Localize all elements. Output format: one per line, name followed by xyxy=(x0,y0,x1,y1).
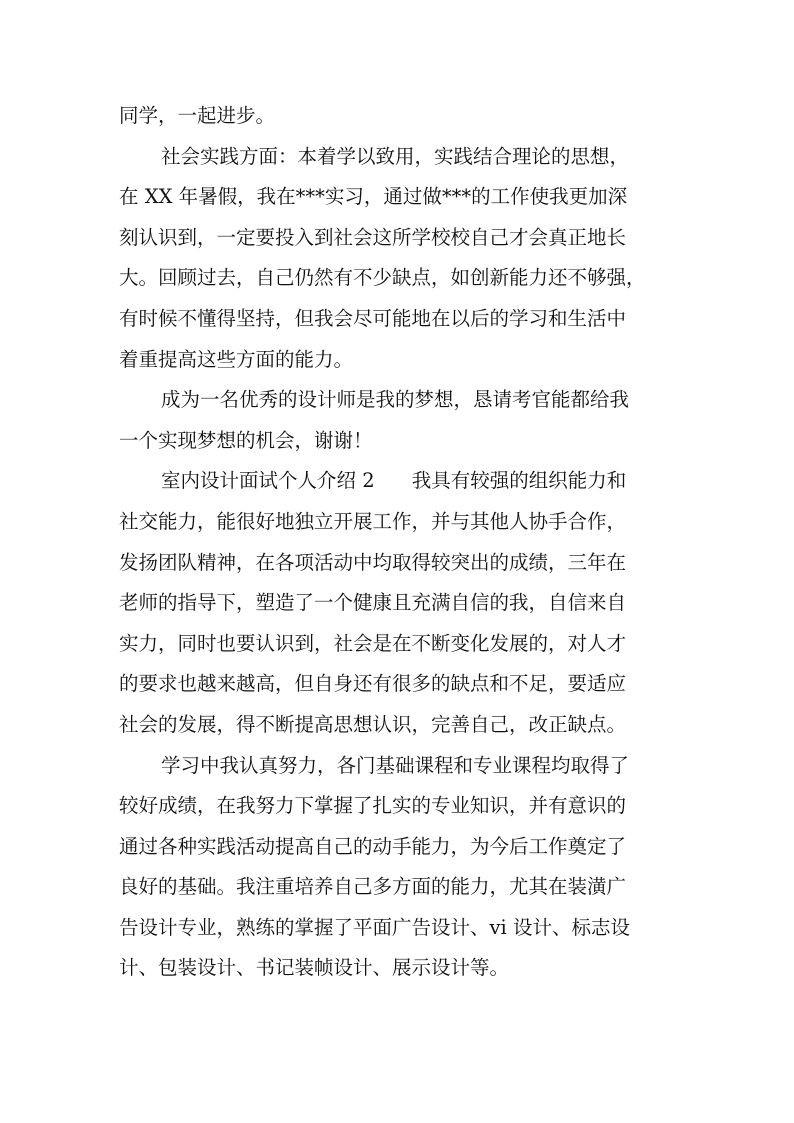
text-line: 计、包装设计、书记装帧设计、展示设计等。 xyxy=(119,956,510,980)
text-line: 良好的基础。我注重培养自己多方面的能力，尤其在装潢广 xyxy=(119,875,627,899)
text-line: 在 XX 年暑假，我在***实习，通过做***的工作使我更加深 xyxy=(119,185,628,209)
text-line: 同学，一起进步。 xyxy=(119,104,276,127)
text-line: 较好成绩，在我努力下掌握了扎实的专业知识，并有意识的 xyxy=(119,794,627,818)
text-line: 通过各种实践活动提高自己的动手能力，为今后工作奠定了 xyxy=(119,834,627,858)
text-line: 成为一名优秀的设计师是我的梦想，恳请考官能都给我 xyxy=(161,388,630,412)
text-line: 老师的指导下，塑造了一个健康且充满自信的我，自信来自 xyxy=(119,591,627,615)
text-line: 刻认识到，一定要投入到社会这所学校校自己才会真正地长 xyxy=(119,225,627,249)
text-line: 社会实践方面：本着学以致用，实践结合理论的思想， xyxy=(161,144,630,168)
text-line: 室内设计面试个人介绍 2 我具有较强的组织能力和 xyxy=(161,469,627,493)
document-body-text xyxy=(119,96,689,989)
text-line: 学习中我认真努力，各门基础课程和专业课程均取得了 xyxy=(161,753,630,777)
text-line: 社交能力，能很好地独立开展工作，并与其他人协手合作， xyxy=(119,509,627,533)
text-line: 大。回顾过去，自己仍然有不少缺点，如创新能力还不够强， xyxy=(119,266,646,290)
text-line: 的要求也越来越高，但自身还有很多的缺点和不足，要适应 xyxy=(119,672,627,696)
text-line: 实力，同时也要认识到，社会是在不断变化发展的，对人才 xyxy=(119,631,627,655)
text-line: 社会的发展，得不断提高思想认识，完善自己，改正缺点。 xyxy=(119,712,627,736)
text-line: 一个实现梦想的机会，谢谢！ xyxy=(119,428,373,452)
text-line: 发扬团队精神，在各项活动中均取得较突出的成绩，三年在 xyxy=(119,550,627,574)
text-line: 着重提高这些方面的能力。 xyxy=(119,347,354,371)
text-line: 有时候不懂得坚持，但我会尽可能地在以后的学习和生活中 xyxy=(119,306,627,330)
text-line: 告设计专业，熟练的掌握了平面广告设计、vi 设计、标志设 xyxy=(119,915,630,939)
